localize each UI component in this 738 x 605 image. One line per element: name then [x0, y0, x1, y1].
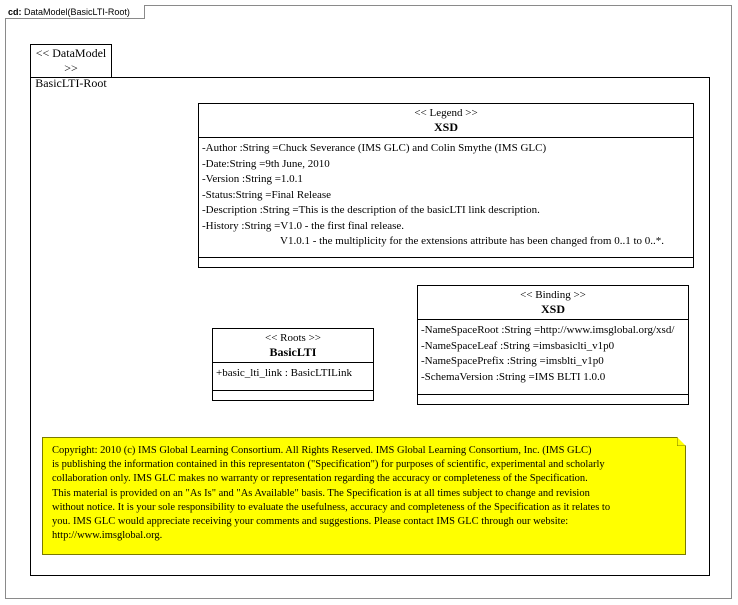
copyright-note[interactable]: [42, 437, 686, 555]
legend-attribute: -Author :String =Chuck Severance (IMS GLC) and Colin Smythe (IMS GLC): [202, 142, 547, 154]
roots-header: [213, 329, 373, 363]
legend-class[interactable]: [198, 103, 694, 268]
note-fold-corner: [677, 437, 686, 446]
legend-stereotype: << Legend >>: [414, 107, 478, 119]
binding-attribute: -SchemaVersion :String =IMS BLTI 1.0.0: [421, 370, 606, 383]
note-line: you. IMS GLC would appreciate receiving your comments and suggestions. Please contact IMS GLC through our website:: [52, 516, 569, 528]
legend-attributes: [199, 138, 693, 258]
binding-name: XSD: [540, 302, 565, 316]
legend-attribute: -Version :String =1.0.1: [202, 173, 303, 185]
note-line: Copyright: 2010 (c) IMS Global Learning Consortium. All Rights Reserved. IMS Global Learning Consortium, Inc. (IMS GLC): [52, 445, 592, 456]
legend-attribute: -Status:String =Final Release: [202, 188, 332, 201]
note-line: is publishing the information contained in this representaton ("Specification") for purposes of scientific, experimental and scholarly: [52, 459, 605, 471]
note-text: [52, 444, 677, 543]
binding-attribute: -NameSpaceLeaf :String =imsbasiclti_v1p0: [421, 339, 615, 352]
roots-class[interactable]: [212, 328, 374, 401]
roots-attribute: +basic_lti_link : BasicLTILink: [216, 367, 352, 379]
legend-history-continuation: V1.0.1 - the multiplicity for the extensions attribute has been changed from 0..1 to 0..*.: [280, 235, 664, 247]
binding-stereotype: << Binding >>: [520, 289, 586, 301]
package-tab[interactable]: [30, 44, 112, 90]
legend-attribute: -Description :String =This is the description of the basicLTI link description.: [202, 204, 540, 216]
roots-stereotype: << Roots >>: [265, 332, 321, 344]
binding-attribute: -NameSpacePrefix :String =imsblti_v1p0: [421, 355, 604, 367]
binding-class[interactable]: [417, 285, 689, 405]
binding-attribute: -NameSpaceRoot :String =http://www.imsglobal.org/xsd/: [421, 324, 675, 336]
roots-attributes: [213, 363, 373, 391]
note-line: This material is provided on an "As Is" and "As Available" basis. The Specification is at all times subject to change and revision: [52, 487, 590, 499]
frame-kind: cd:: [8, 7, 22, 17]
legend-attribute: -Date:String =9th June, 2010: [202, 157, 330, 170]
legend-name: XSD: [433, 120, 458, 134]
frame-title-tab: [5, 5, 145, 19]
note-line: collaboration only. IMS GLC makes no warranty or representation regarding the accuracy or completeness of the Specification.: [52, 473, 588, 485]
roots-name: BasicLTI: [269, 345, 317, 359]
note-line: http://www.imsglobal.org.: [52, 530, 163, 542]
note-line: without notice. It is your sole responsibility to evaluate the usefulness, accuracy and completeness of the Specification as it relates to: [52, 501, 611, 513]
frame-title: DataModel(BasicLTI-Root): [24, 7, 130, 17]
binding-attributes: [418, 320, 688, 395]
legend-header: [199, 104, 693, 138]
binding-header: [418, 286, 688, 320]
package-name: BasicLTI-Root: [35, 76, 107, 90]
legend-attribute: -History :String =V1.0 - the first final release.: [202, 219, 405, 232]
package-stereotype: << DataModel >>: [35, 46, 107, 75]
